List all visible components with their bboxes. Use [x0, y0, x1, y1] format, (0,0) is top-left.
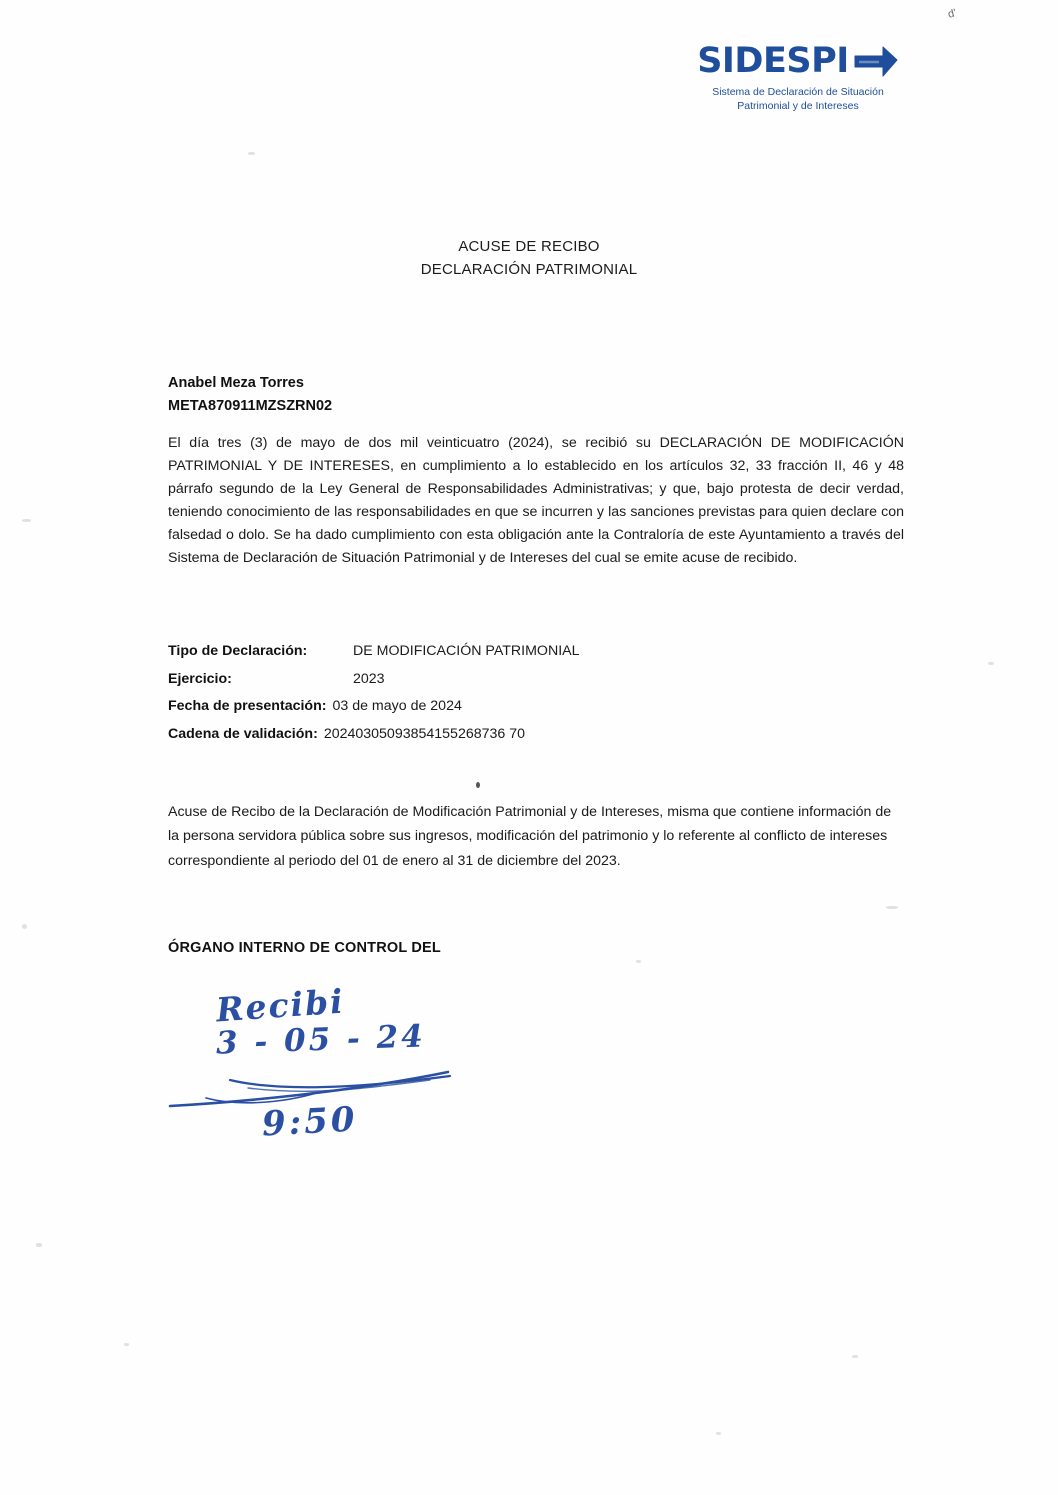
field-value-fecha: 03 de mayo de 2024 — [332, 698, 462, 715]
title-line-1: ACUSE DE RECIBO — [458, 238, 600, 255]
field-label-tipo: Tipo de Declaración: — [168, 643, 308, 659]
scan-speck — [886, 906, 898, 909]
page-title — [0, 235, 1058, 282]
field-value-tipo: DE MODIFICACIÓN PATRIMONIAL — [353, 643, 580, 659]
scan-speck — [636, 960, 641, 963]
arrow-right-icon — [853, 45, 899, 79]
scan-speck — [36, 1243, 42, 1247]
recipient-name: Anabel Meza Torres — [168, 375, 304, 391]
field-value-ejercicio: 2023 — [353, 670, 385, 687]
logo-subtitle-line1: Sistema de Declaración de Situación — [712, 86, 884, 98]
scan-speck — [248, 152, 255, 155]
recipient-curp: META870911MZSZRN02 — [168, 398, 333, 415]
scan-speck — [716, 1432, 721, 1435]
field-row — [168, 721, 868, 749]
signature-stroke-small — [200, 1084, 360, 1110]
logo-wordmark: SIDESPI — [697, 41, 849, 81]
field-label-ejercicio: Ejercicio: — [168, 670, 232, 687]
signature-heading: ÓRGANO INTERNO DE CONTROL DEL — [168, 940, 441, 956]
scan-speck — [124, 1343, 129, 1346]
scan-speck — [22, 924, 27, 929]
handwriting-time: 9:50 — [261, 1099, 359, 1145]
handwriting-date: 3 - 05 - 24 — [215, 1018, 427, 1062]
sidespi-logo — [648, 41, 948, 113]
second-paragraph: Acuse de Recibo de la Declaración de Modificación Patrimonial y de Intereses, misma que contiene información de la persona servidora pública sobre sus ingresos, modificación del patrimonio y lo referente al conflicto de intereses correspondiente al periodo del 01 de enero al 31 de diciembre del 2023. — [168, 804, 892, 869]
corner-pen-mark: d' — [946, 7, 958, 21]
ink-dot-mark — [476, 782, 480, 788]
declaration-fields — [168, 638, 868, 749]
recipient-block — [168, 372, 332, 418]
field-row — [168, 693, 868, 721]
field-row — [168, 666, 868, 694]
field-label-fecha: Fecha de presentación: — [168, 698, 327, 715]
body-paragraph: El día tres (3) de mayo de dos mil veinticuatro (2024), se recibió su DECLARACIÓN DE MODIFICACIÓN PATRIMONIAL Y DE INTERESES, en cumplimiento a lo establecido en los artículos 32, 33 fracción II, 46 y 48 párrafo segundo de la Ley General de Responsabilidades Administrativas; y que, bajo protesta de decir verdad, teniendo conocimiento de las responsabilidades en que se incurren y las sanciones previstas para quien declare con falsedad o dolo. Se ha dado cumplimiento con esta obligación ante la Contraloría de este Ayuntamiento a través del Sistema de Declaración de Situación Patrimonial y de Intereses del cual se emite acuse de recibido. — [168, 435, 904, 566]
field-label-cadena: Cadena de validación: — [168, 726, 318, 743]
scan-speck — [22, 519, 31, 522]
handwriting-recibi: Recibi — [214, 981, 346, 1030]
field-value-cadena: 20240305093854155268736 70 — [323, 726, 526, 743]
scan-speck — [852, 1355, 858, 1358]
logo-subtitle — [648, 85, 948, 113]
title-line-2: DECLARACIÓN PATRIMONIAL — [420, 261, 638, 279]
logo-subtitle-line2: Patrimonial y de Intereses — [737, 100, 859, 113]
field-row — [168, 638, 868, 666]
scan-speck — [988, 662, 994, 665]
